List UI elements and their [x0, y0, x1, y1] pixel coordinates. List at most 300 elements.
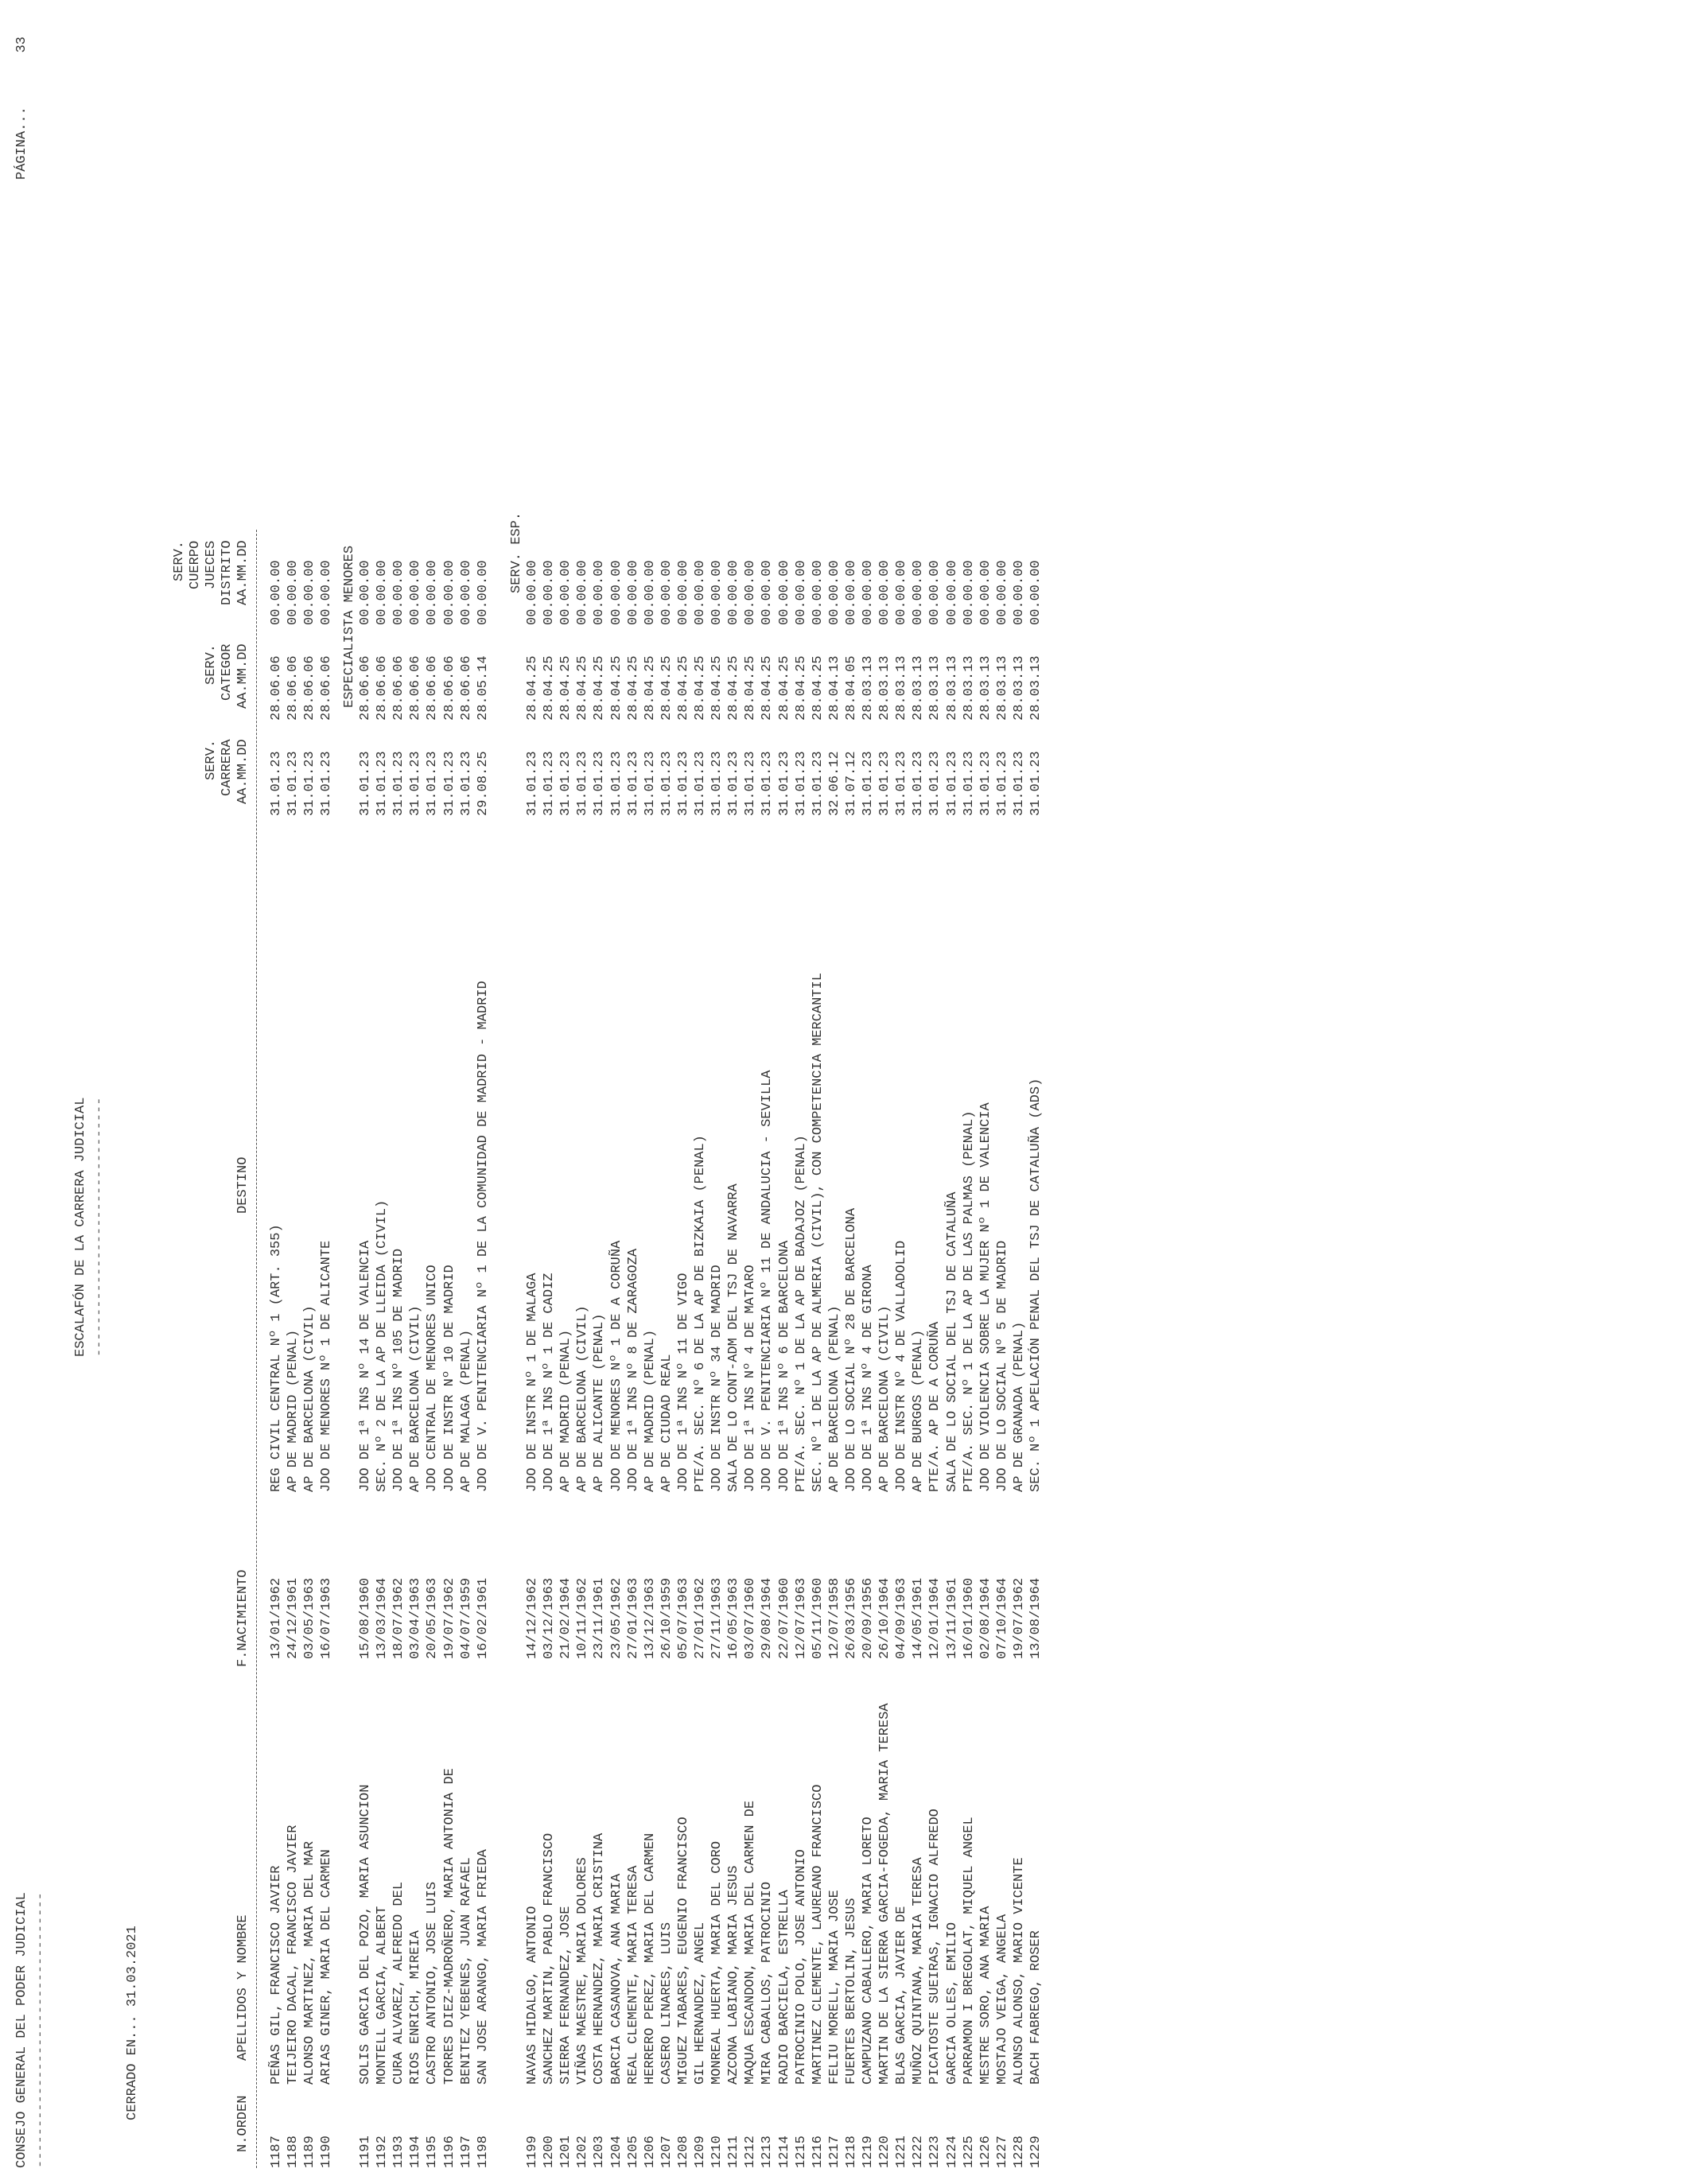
jueces-cell: 00.00.00 — [625, 560, 641, 625]
orden-cell: 1203 — [592, 2135, 608, 2168]
nacimiento-cell: 27/11/1963 — [709, 1577, 725, 1659]
carrera-cell: 31.01.23 — [425, 751, 441, 816]
nombre-cell: MARTINEZ CLEMENTE, LAUREANO FRANCISCO — [810, 1784, 826, 2085]
jueces-cell: 00.00.00 — [269, 560, 284, 625]
destino-cell: JDO DE LO SOCIAL Nº 5 DE MADRID — [994, 1240, 1010, 1492]
carrera-cell: 31.01.23 — [911, 751, 927, 816]
nombre-cell: MESTRE SORO, ANA MARIA — [978, 1906, 993, 2085]
jueces-cell: 00.00.00 — [659, 560, 674, 625]
destino-cell: AP DE MALAGA (PENAL) — [458, 1329, 474, 1492]
nombre-cell: BLAS GARCIA, JAVIER DE — [894, 1906, 910, 2085]
destino-cell: SEC. Nº 1 DE LA AP DE ALMERIA (CIVIL), CON COMPETENCIA MERCANTIL — [810, 973, 826, 1492]
nacimiento-cell: 16/02/1961 — [475, 1577, 491, 1659]
carrera-cell: 31.01.23 — [978, 751, 993, 816]
page-title: ESCALAFÓN DE LA CARRERA JUDICIAL — [73, 1097, 88, 1357]
nacimiento-cell: 12/01/1964 — [927, 1577, 943, 1659]
nacimiento-cell: 22/07/1960 — [776, 1577, 792, 1659]
orden-cell: 1190 — [319, 2135, 335, 2168]
destino-cell: JDO DE INSTR Nº 10 DE MADRID — [441, 1265, 457, 1492]
orden-cell: 1225 — [961, 2135, 977, 2168]
col-destino: DESTINO — [235, 1156, 251, 1214]
destino-cell: JDO DE 1ª INS Nº 14 DE VALENCIA — [358, 1240, 373, 1492]
nacimiento-cell: 04/09/1963 — [894, 1577, 910, 1659]
jueces-cell: 00.00.00 — [877, 560, 893, 625]
carrera-cell: 31.01.23 — [760, 751, 776, 816]
table-row — [962, 0, 978, 2184]
carrera-cell: 31.01.23 — [358, 751, 373, 816]
carrera-cell: 31.01.23 — [408, 751, 424, 816]
destino-cell: REG CIVIL CENTRAL Nº 1 (ART. 355) — [269, 1224, 284, 1492]
table-row — [844, 0, 860, 2184]
table-row — [927, 0, 943, 2184]
page-number: 33 — [14, 37, 29, 53]
jueces-cell: 00.00.00 — [810, 560, 826, 625]
orden-cell: 1226 — [978, 2135, 993, 2168]
orden-cell: 1229 — [1028, 2135, 1044, 2168]
table-row — [676, 0, 692, 2184]
table-row — [592, 0, 608, 2184]
carrera-cell: 31.01.23 — [441, 751, 457, 816]
nacimiento-cell: 03/05/1963 — [302, 1577, 318, 1659]
nombre-cell: MIGUEZ TABARES, EUGENIO FRANCISCO — [675, 1817, 691, 2085]
jueces-cell: 00.00.00 — [408, 560, 424, 625]
categor-cell: 28.04.25 — [675, 655, 691, 721]
categor-cell: 28.04.25 — [760, 655, 776, 721]
nacimiento-cell: 24/12/1961 — [286, 1577, 301, 1659]
nacimiento-cell: 16/05/1963 — [726, 1577, 742, 1659]
destino-cell: AP DE ALICANTE (PENAL) — [592, 1313, 608, 1492]
table-row — [743, 0, 759, 2184]
nombre-cell: AZCONA LABIANO, MARIA JESUS — [726, 1865, 742, 2085]
categor-cell: 28.04.25 — [659, 655, 674, 721]
col-jueces-l1: SERV. — [172, 540, 187, 581]
col-categor-l2: CATEGOR — [220, 643, 235, 701]
carrera-cell: 31.01.23 — [743, 751, 759, 816]
carrera-cell: 31.01.23 — [625, 751, 641, 816]
orden-cell: 1188 — [286, 2135, 301, 2168]
carrera-cell: 31.01.23 — [861, 751, 876, 816]
nacimiento-cell: 14/05/1961 — [911, 1577, 927, 1659]
nombre-cell: MONTELL GARCIA, ALBERT — [375, 1906, 391, 2085]
jueces-cell: 00.00.00 — [911, 560, 927, 625]
jueces-cell: 00.00.00 — [726, 560, 742, 625]
orden-cell: 1202 — [575, 2135, 591, 2168]
carrera-cell: 31.01.23 — [1028, 751, 1044, 816]
carrera-cell: 31.01.23 — [558, 751, 574, 816]
orden-cell: 1227 — [994, 2135, 1010, 2168]
jueces-cell: 00.00.00 — [743, 560, 759, 625]
jueces-cell: 00.00.00 — [558, 560, 574, 625]
jueces-cell: 00.00.00 — [425, 560, 441, 625]
orden-cell: 1211 — [726, 2135, 742, 2168]
destino-cell: AP DE GRANADA (PENAL) — [1011, 1321, 1027, 1492]
carrera-cell: 31.01.23 — [709, 751, 725, 816]
orden-cell: 1214 — [776, 2135, 792, 2168]
nacimiento-cell: 03/12/1963 — [542, 1577, 558, 1659]
table-row — [391, 0, 407, 2184]
destino-cell: JDO DE 1ª INS Nº 105 DE MADRID — [391, 1248, 407, 1492]
nombre-cell: PATROCINIO POLO, JOSE ANTONIO — [793, 1849, 809, 2085]
nombre-cell: ALONSO ALONSO, MARIO VICENTE — [1011, 1857, 1027, 2085]
nombre-cell: RADIO BARCIELA, ESTRELLA — [776, 1890, 792, 2085]
destino-cell: SALA DE LO CONT-ADM DEL TSJ DE NAVARRA — [726, 1183, 742, 1492]
orden-cell: 1212 — [743, 2135, 759, 2168]
col-nombre: APELLIDOS Y NOMBRE — [235, 1914, 251, 2061]
destino-cell: SEC. Nº 2 DE LA AP DE LLEIDA (CIVIL) — [375, 1199, 391, 1492]
carrera-cell: 31.01.23 — [994, 751, 1010, 816]
jueces-cell: 00.00.00 — [375, 560, 391, 625]
jueces-cell: 00.00.00 — [1011, 560, 1027, 625]
nacimiento-cell: 26/10/1964 — [877, 1577, 893, 1659]
carrera-cell: 31.01.23 — [776, 751, 792, 816]
nacimiento-cell: 07/10/1964 — [994, 1577, 1010, 1659]
destino-cell: JDO DE 1ª INS Nº 8 DE ZARAGOZA — [625, 1248, 641, 1492]
destino-cell: JDO DE MENORES Nº 1 DE ALICANTE — [319, 1240, 335, 1492]
nacimiento-cell: 23/11/1961 — [592, 1577, 608, 1659]
nombre-cell: COSTA HERNANDEZ, MARIA CRISTINA — [592, 1832, 608, 2085]
destino-cell: JDO DE 1ª INS Nº 11 DE VIGO — [675, 1273, 691, 1492]
orden-cell: 1201 — [558, 2135, 574, 2168]
carrera-cell: 32.06.12 — [826, 751, 842, 816]
categor-cell: 28.06.06 — [441, 655, 457, 721]
jueces-cell: 00.00.00 — [978, 560, 993, 625]
orden-cell: 1195 — [425, 2135, 441, 2168]
categor-cell: 28.05.14 — [475, 655, 491, 721]
section-menores: ESPECIALISTA MENORES — [342, 545, 357, 708]
col-orden: N.ORDEN — [235, 2095, 251, 2152]
nacimiento-cell: 13/11/1961 — [944, 1577, 960, 1659]
nombre-cell: FUERTES BERTOLIN, JESUS — [843, 1898, 859, 2085]
orden-cell: 1221 — [894, 2135, 910, 2168]
nacimiento-cell: 13/12/1963 — [642, 1577, 658, 1659]
jueces-cell: 00.00.00 — [961, 560, 977, 625]
jueces-cell: 00.00.00 — [286, 560, 301, 625]
orden-cell: 1216 — [810, 2135, 826, 2168]
col-jueces-l4: DISTRITO — [220, 540, 235, 605]
destino-cell: JDO CENTRAL DE MENORES UNICO — [425, 1265, 441, 1492]
nacimiento-cell: 27/01/1963 — [625, 1577, 641, 1659]
table-row — [794, 0, 810, 2184]
categor-cell: 28.06.06 — [458, 655, 474, 721]
nacimiento-cell: 03/07/1960 — [743, 1577, 759, 1659]
orden-cell: 1220 — [877, 2135, 893, 2168]
nacimiento-cell: 16/01/1960 — [961, 1577, 977, 1659]
categor-cell: 28.04.25 — [776, 655, 792, 721]
categor-cell: 28.04.25 — [558, 655, 574, 721]
orden-cell: 1228 — [1011, 2135, 1027, 2168]
orden-cell: 1197 — [458, 2135, 474, 2168]
categor-cell: 28.04.05 — [843, 655, 859, 721]
carrera-cell: 31.01.23 — [726, 751, 742, 816]
nombre-cell: HERRERO PEREZ, MARIA DEL CARMEN — [642, 1832, 658, 2085]
table-row — [286, 0, 301, 2184]
destino-cell: SALA DE LO SOCIAL DEL TSJ DE CATALUÑA — [944, 1191, 960, 1492]
table-row — [425, 0, 441, 2184]
table-row — [269, 0, 285, 2184]
jueces-cell: 00.00.00 — [608, 560, 624, 625]
jueces-cell: 00.00.00 — [709, 560, 725, 625]
col-carrera-l3: AA.MM.DD — [235, 739, 251, 804]
destino-cell: JDO DE 1ª INS Nº 4 DE MATARO — [743, 1265, 759, 1492]
destino-cell: JDO DE INSTR Nº 1 DE MALAGA — [525, 1273, 540, 1492]
categor-cell: 28.03.13 — [1011, 655, 1027, 721]
orden-cell: 1219 — [861, 2135, 876, 2168]
table-row — [1028, 0, 1044, 2184]
nombre-cell: GARCIA OLLES, EMILIO — [944, 1922, 960, 2085]
jueces-cell: 00.00.00 — [826, 560, 842, 625]
table-row — [693, 0, 709, 2184]
categor-cell: 28.03.13 — [961, 655, 977, 721]
jueces-cell: 00.00.00 — [793, 560, 809, 625]
nacimiento-cell: 20/09/1956 — [861, 1577, 876, 1659]
col-jueces-l3: JUECES — [204, 540, 219, 589]
categor-cell: 28.03.13 — [927, 655, 943, 721]
nombre-cell: FELIU MORELL, MARIA JOSE — [826, 1890, 842, 2085]
categor-cell: 28.06.06 — [319, 655, 335, 721]
categor-cell: 28.06.06 — [269, 655, 284, 721]
orden-cell: 1205 — [625, 2135, 641, 2168]
table-row — [358, 0, 374, 2184]
orden-cell: 1196 — [441, 2135, 457, 2168]
jueces-cell: 00.00.00 — [358, 560, 373, 625]
nombre-cell: RIOS ENRICH, MIREIA — [408, 1930, 424, 2085]
jueces-cell: 00.00.00 — [843, 560, 859, 625]
table-row — [375, 0, 391, 2184]
categor-cell: 28.06.06 — [358, 655, 373, 721]
categor-cell: 28.06.06 — [408, 655, 424, 721]
org-underline: ---------------------------------- — [33, 1892, 49, 2168]
orden-cell: 1187 — [269, 2135, 284, 2168]
orden-cell: 1207 — [659, 2135, 674, 2168]
table-row — [945, 0, 961, 2184]
destino-cell: JDO DE MENORES Nº 1 DE A CORUÑA — [608, 1240, 624, 1492]
table-row — [861, 0, 877, 2184]
nombre-cell: CASTRO ANTONIO, JOSE LUIS — [425, 1881, 441, 2085]
col-jueces-l5: AA.MM.DD — [235, 540, 251, 605]
nombre-cell: PEÑAS GIL, FRANCISCO JAVIER — [269, 1865, 284, 2085]
categor-cell: 28.04.13 — [826, 655, 842, 721]
carrera-cell: 31.01.23 — [269, 751, 284, 816]
orden-cell: 1222 — [911, 2135, 927, 2168]
orden-cell: 1206 — [642, 2135, 658, 2168]
nombre-cell: NAVAS HIDALGO, ANTONIO — [525, 1906, 540, 2085]
categor-cell: 28.04.25 — [743, 655, 759, 721]
destino-cell: AP DE MADRID (PENAL) — [558, 1329, 574, 1492]
carrera-cell: 31.01.23 — [894, 751, 910, 816]
nombre-cell: MAQUA ESCANDON, MARIA DEL CARMEN DE — [743, 1800, 759, 2085]
table-row — [995, 0, 1011, 2184]
orden-cell: 1209 — [693, 2135, 708, 2168]
destino-cell: AP DE BURGOS (PENAL) — [911, 1329, 927, 1492]
table-row — [558, 0, 574, 2184]
carrera-cell: 31.01.23 — [375, 751, 391, 816]
orden-cell: 1191 — [358, 2135, 373, 2168]
nombre-cell: BACH FABREGO, ROSER — [1028, 1930, 1044, 2085]
destino-cell: JDO DE INSTR Nº 4 DE VALLADOLID — [894, 1240, 910, 1492]
table-row — [575, 0, 591, 2184]
nombre-cell: TORRES DIEZ-MADROÑERO, MARIA ANTONIA DE — [441, 1768, 457, 2085]
categor-cell: 28.03.13 — [978, 655, 993, 721]
destino-cell: PTE/A. SEC. Nº 1 DE LA AP DE BADAJOZ (PENAL) — [793, 1135, 809, 1492]
nombre-cell: SAN JOSE ARANGO, MARIA FRIEDA — [475, 1849, 491, 2085]
nombre-cell: TEIJEIRO DACAL, FRANCISCO JAVIER — [286, 1825, 301, 2085]
col-categor-l3: AA.MM.DD — [235, 643, 251, 709]
jueces-cell: 00.00.00 — [391, 560, 407, 625]
destino-cell: AP DE BARCELONA (CIVIL) — [302, 1305, 318, 1492]
carrera-cell: 31.01.23 — [319, 751, 335, 816]
nacimiento-cell: 21/02/1964 — [558, 1577, 574, 1659]
title-underline: -------------------------------- — [92, 1097, 107, 1357]
table-row — [319, 0, 335, 2184]
nacimiento-cell: 15/08/1960 — [358, 1577, 373, 1659]
table-row — [877, 0, 893, 2184]
jueces-cell: 00.00.00 — [927, 560, 943, 625]
nombre-cell: PICATOSTE SUEIRAS, IGNACIO ALFREDO — [927, 1809, 943, 2085]
jueces-cell: 00.00.00 — [1028, 560, 1044, 625]
table-row — [760, 0, 776, 2184]
nombre-cell: MUÑOZ QUINTANA, MARIA TERESA — [911, 1857, 927, 2085]
nacimiento-cell: 12/07/1963 — [793, 1577, 809, 1659]
jueces-cell: 00.00.00 — [575, 560, 591, 625]
orden-cell: 1217 — [826, 2135, 842, 2168]
table-row — [643, 0, 659, 2184]
closed-date: CERRADO EN... 31.03.2021 — [125, 1926, 140, 2120]
jueces-cell: 00.00.00 — [302, 560, 318, 625]
categor-cell: 28.06.06 — [375, 655, 391, 721]
nacimiento-cell: 23/05/1962 — [608, 1577, 624, 1659]
orden-cell: 1213 — [760, 2135, 776, 2168]
jueces-cell: 00.00.00 — [525, 560, 540, 625]
orden-cell: 1199 — [525, 2135, 540, 2168]
categor-cell: 28.03.13 — [877, 655, 893, 721]
jueces-cell: 00.00.00 — [861, 560, 876, 625]
destino-cell: JDO DE LO SOCIAL Nº 28 DE BARCELONA — [843, 1207, 859, 1492]
nombre-cell: SIERRA FERNANDEZ, JOSE — [558, 1906, 574, 2085]
orden-cell: 1198 — [475, 2135, 491, 2168]
nombre-cell: CURA ALVAREZ, ALFREDO DEL — [391, 1881, 407, 2085]
section-esp: SERV. ESP. — [509, 511, 524, 593]
orden-cell: 1224 — [944, 2135, 960, 2168]
col-categor-l1: SERV. — [204, 643, 219, 685]
jueces-cell: 00.00.00 — [458, 560, 474, 625]
carrera-cell: 31.01.23 — [810, 751, 826, 816]
table-row — [978, 0, 994, 2184]
nacimiento-cell: 04/07/1959 — [458, 1577, 474, 1659]
carrera-cell: 31.01.23 — [961, 751, 977, 816]
orden-cell: 1194 — [408, 2135, 424, 2168]
nombre-cell: CAMPUZANO CABALLERO, MARIA LORETO — [861, 1817, 876, 2085]
categor-cell: 28.06.06 — [391, 655, 407, 721]
orden-cell: 1204 — [608, 2135, 624, 2168]
nombre-cell: MARTIN DE LA SIERRA GARCIA-FOGEDA, MARIA TERESA — [877, 1703, 893, 2085]
carrera-cell: 31.01.23 — [877, 751, 893, 816]
carrera-cell: 31.01.23 — [525, 751, 540, 816]
destino-cell: JDO DE 1ª INS Nº 6 DE BARCELONA — [776, 1240, 792, 1492]
col-carrera-l1: SERV. — [204, 739, 219, 780]
jueces-cell: 00.00.00 — [944, 560, 960, 625]
nombre-cell: CASERO LINARES, LUIS — [659, 1922, 674, 2085]
nombre-cell: REAL CLEMENTE, MARIA TERESA — [625, 1865, 641, 2085]
nacimiento-cell: 03/04/1963 — [408, 1577, 424, 1659]
nacimiento-cell: 19/07/1962 — [1011, 1577, 1027, 1659]
nacimiento-cell: 14/12/1962 — [525, 1577, 540, 1659]
categor-cell: 28.06.06 — [286, 655, 301, 721]
destino-cell: JDO DE 1ª INS Nº 1 DE CADIZ — [542, 1273, 558, 1492]
destino-cell: JDO DE 1ª INS Nº 4 DE GIRONA — [861, 1265, 876, 1492]
destino-cell: AP DE CIUDAD REAL — [659, 1354, 674, 1492]
categor-cell: 28.06.06 — [302, 655, 318, 721]
nombre-cell: MIRA CABALLOS, PATROCINIO — [760, 1881, 776, 2085]
categor-cell: 28.04.25 — [625, 655, 641, 721]
orden-cell: 1192 — [375, 2135, 391, 2168]
jueces-cell: 00.00.00 — [475, 560, 491, 625]
page-label: PÁGINA... — [14, 107, 29, 180]
table-row — [709, 0, 725, 2184]
destino-cell: JDO DE V. PENITENCIARIA Nº 11 DE ANDALUCIA - SEVILLA — [760, 1070, 776, 1492]
table-row — [659, 0, 675, 2184]
jueces-cell: 00.00.00 — [760, 560, 776, 625]
nombre-cell: BARCIA CASANOVA, ANA MARIA — [608, 1873, 624, 2085]
carrera-cell: 31.01.23 — [458, 751, 474, 816]
col-jueces-l2: CUERPO — [188, 540, 203, 589]
destino-cell: PTE/A. SEC. Nº 1 DE LA AP DE LAS PALMAS (PENAL) — [961, 1110, 977, 1492]
categor-cell: 28.03.13 — [911, 655, 927, 721]
table-row — [542, 0, 558, 2184]
nombre-cell: MOSTAJO VEIGA, ANGELA — [994, 1914, 1010, 2085]
carrera-cell: 31.01.23 — [927, 751, 943, 816]
nombre-cell: SANCHEZ MARTIN, PABLO FRANCISCO — [542, 1832, 558, 2085]
categor-cell: 28.03.13 — [944, 655, 960, 721]
categor-cell: 28.04.25 — [693, 655, 708, 721]
destino-cell: JDO DE VIOLENCIA SOBRE LA MUJER Nº 1 DE VALENCIA — [978, 1102, 993, 1492]
jueces-cell: 00.00.00 — [894, 560, 910, 625]
carrera-cell: 31.01.23 — [302, 751, 318, 816]
table-row — [827, 0, 843, 2184]
jueces-cell: 00.00.00 — [675, 560, 691, 625]
orden-cell: 1223 — [927, 2135, 943, 2168]
categor-cell: 28.04.25 — [542, 655, 558, 721]
carrera-cell: 29.08.25 — [475, 751, 491, 816]
table-row — [626, 0, 642, 2184]
nacimiento-cell: 26/10/1959 — [659, 1577, 674, 1659]
carrera-cell: 31.01.23 — [286, 751, 301, 816]
orden-cell: 1218 — [843, 2135, 859, 2168]
nacimiento-cell: 12/07/1958 — [826, 1577, 842, 1659]
table-row — [911, 0, 927, 2184]
table-row — [777, 0, 793, 2184]
nacimiento-cell: 05/11/1960 — [810, 1577, 826, 1659]
table-row — [408, 0, 424, 2184]
table-row — [1012, 0, 1028, 2184]
nombre-cell: PARRAMON I BREGOLAT, MIQUEL ANGEL — [961, 1817, 977, 2085]
carrera-cell: 31.01.23 — [592, 751, 608, 816]
nombre-cell: SOLIS GARCIA DEL POZO, MARIA ASUNCION — [358, 1784, 373, 2085]
table-row — [525, 0, 541, 2184]
destino-cell: AP DE BARCELONA (CIVIL) — [408, 1305, 424, 1492]
table-row — [302, 0, 318, 2184]
nombre-cell: VIÑAS MAESTRE, MARIA DOLORES — [575, 1857, 591, 2085]
categor-cell: 28.03.13 — [994, 655, 1010, 721]
destino-cell: JDO DE V. PENITENCIARIA Nº 1 DE LA COMUNIDAD DE MADRID - MADRID — [475, 981, 491, 1492]
jueces-cell: 00.00.00 — [693, 560, 708, 625]
carrera-cell: 31.01.23 — [391, 751, 407, 816]
carrera-cell: 31.01.23 — [608, 751, 624, 816]
categor-cell: 28.04.25 — [642, 655, 658, 721]
nombre-cell: GIL HERNANDEZ, ANGEL — [693, 1922, 708, 2085]
carrera-cell: 31.01.23 — [675, 751, 691, 816]
nacimiento-cell: 18/07/1962 — [391, 1577, 407, 1659]
nacimiento-cell: 10/11/1962 — [575, 1577, 591, 1659]
